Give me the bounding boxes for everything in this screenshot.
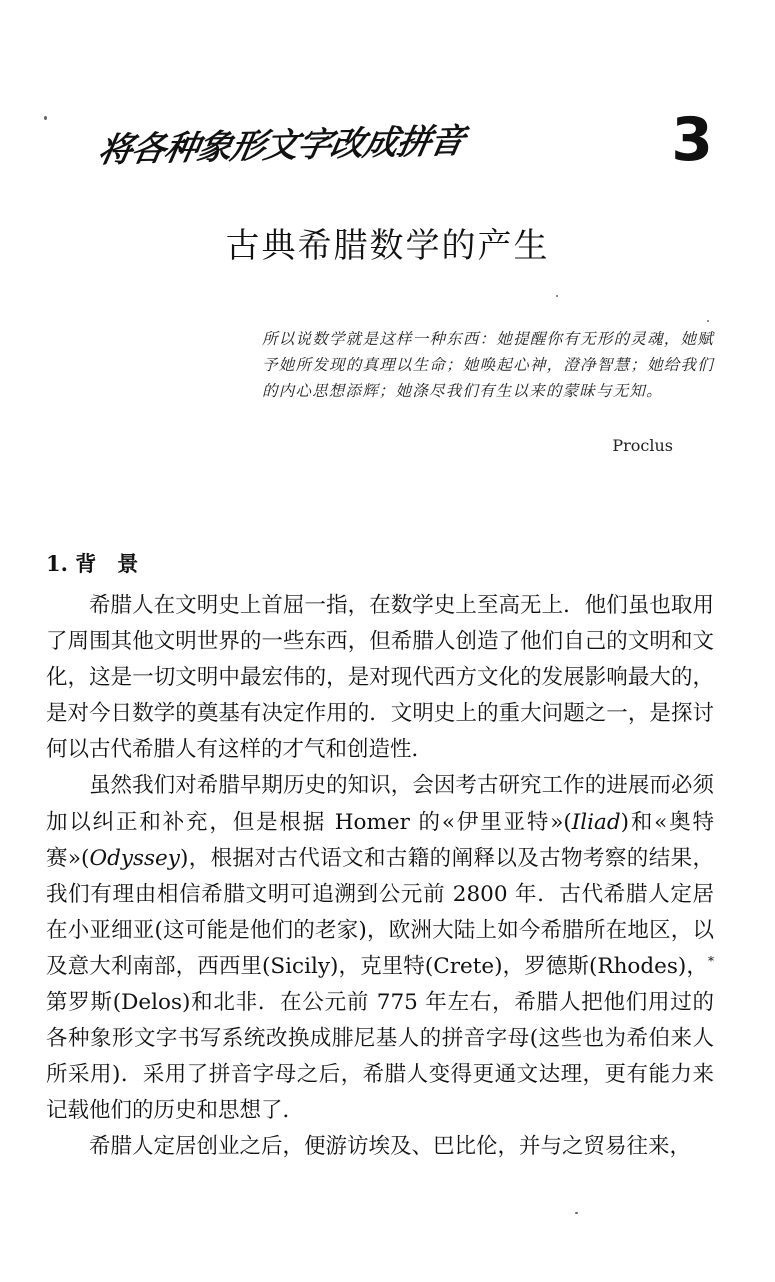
paragraph-2-text-c: )，根据对古代语文和古籍的阐释以及古物考察的结果，我们有理由相信希腊文明可追溯到公元前 2800 年．古代希腊人定居在小亚细亚(这可能是他们的老家)，欧洲大陆上如今希腊所在地区，以及意大利南部，西西里(Sicily)，克里特(Crete)，罗德斯(Rhodes)，	[46, 845, 715, 979]
body-text	[46, 588, 714, 1166]
scan-speck	[707, 320, 709, 322]
scan-speck	[575, 1212, 578, 1214]
iliad-title: Iliad	[571, 809, 621, 835]
odyssey-title: Odyssey	[89, 845, 180, 871]
paragraph-2-text-d: 第罗斯(Delos)和北非．在公元前 775 年左右，希腊人把他们用过的各种象形文字书写系统改换成腓尼基人的拼音字母(这些也为希伯来人所采用)．采用了拼音字母之后，希腊人变得更通文达理，更有能力来记载他们的历史和思想了．	[46, 990, 714, 1124]
paragraph-3: 希腊人定居创业之后，便游访埃及、巴比伦，并与之贸易往来，	[89, 1134, 692, 1160]
scan-speck	[44, 116, 47, 120]
paragraph-1: 希腊人在文明史上首屈一指，在数学史上至高无上．他们虽也取用了周围其他文明世界的一些东西，但希腊人创造了他们自己的文明和文化，这是一切文明中最宏伟的，是对现代西方文化的发展影响最大的，是对今日数学的奠基有决定作用的．文明史上的重大问题之一，是探讨何以古代希腊人有这样的才气和创造性．	[46, 593, 714, 763]
paragraph-2	[46, 768, 714, 1129]
epigraph-author: Proclus	[612, 436, 673, 455]
section-heading: 1. 背 景	[46, 551, 139, 576]
footnote-marker: *	[708, 953, 714, 968]
chapter-title: 古典希腊数学的产生	[225, 226, 550, 266]
handwritten-annotation: 将各种象形文字改成拼音	[94, 121, 468, 171]
paragraph-2-text-a: 虽然我们对希腊早期历史的知识，会因考古研究工作的进展而必须加以纠正和补充，但是根据 Homer 的«伊里亚特»(	[46, 773, 714, 835]
paragraph-2-text-b: )和«奥特赛»(	[46, 809, 714, 871]
scan-speck	[556, 295, 558, 297]
chapter-number: 3	[671, 105, 713, 175]
epigraph-quote: 所以说数学就是这样一种东西：她提醒你有无形的灵魂，她赋予她所发现的真理以生命；她唤起心神，澄净智慧；她给我们的内心思想添辉；她涤尽我们有生以来的蒙昧与无知。	[262, 330, 714, 400]
